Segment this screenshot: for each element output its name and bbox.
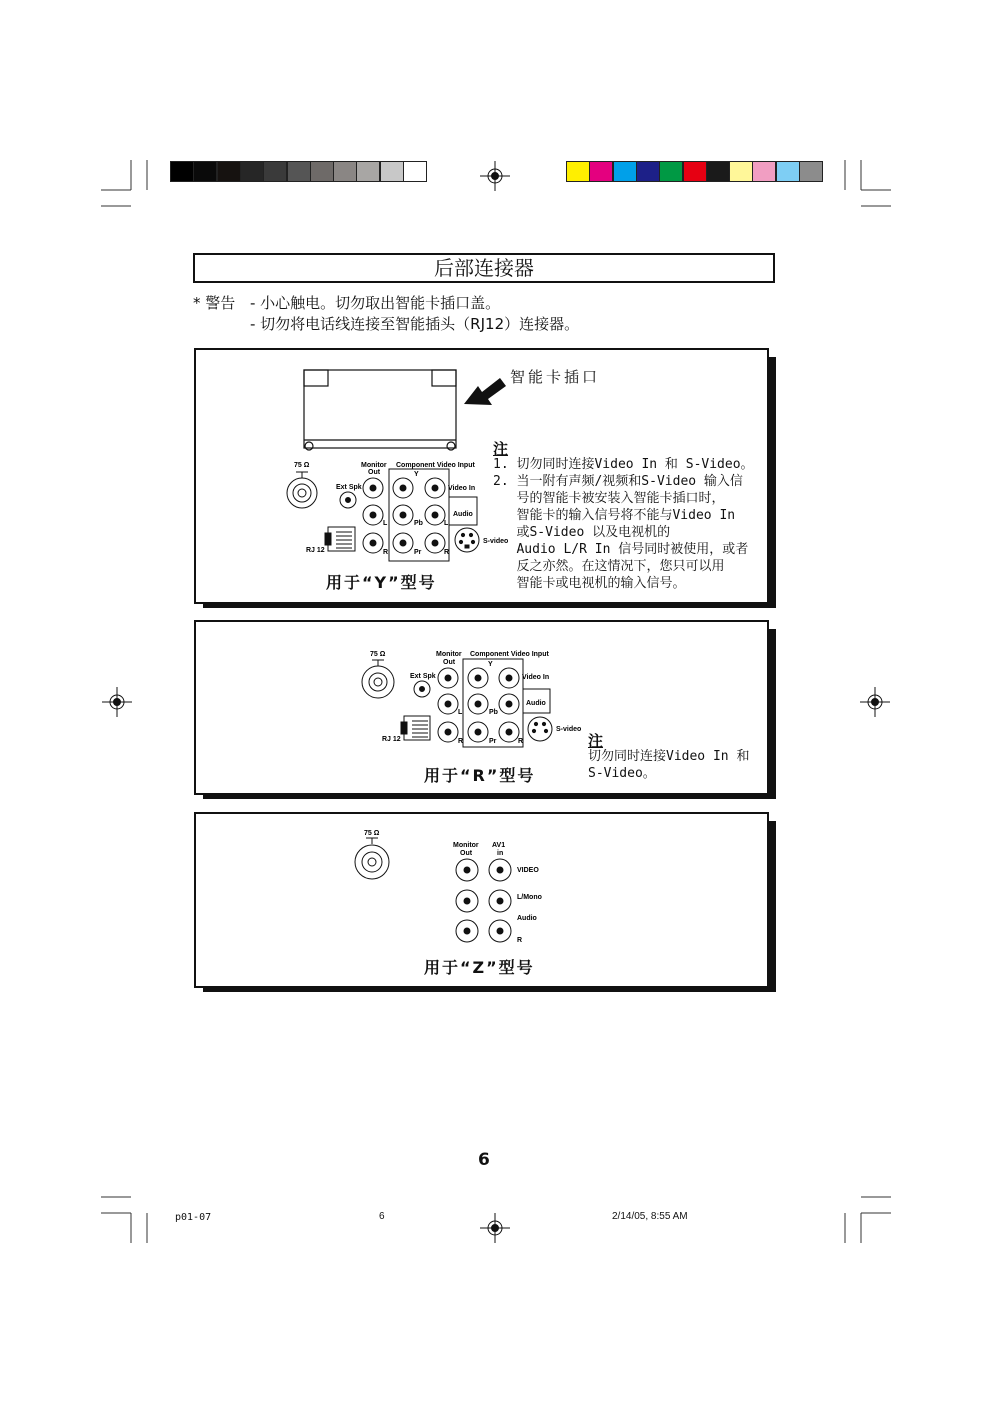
svideo-connector [455, 528, 479, 552]
label-75ohm: 75 Ω [370, 651, 386, 658]
registration-mark-left [102, 687, 132, 717]
footer-file: p01-07 [175, 1212, 212, 1223]
smartcard-slot [304, 370, 456, 450]
label-out: Out [368, 469, 381, 476]
color-swatch [287, 161, 311, 182]
model-label-z: 用于“Z”型号 [424, 958, 535, 977]
note-line: 反之亦然。在这情况下，您只可以用 [493, 559, 725, 574]
color-swatch [193, 161, 217, 182]
label-rj12: RJ 12 [382, 736, 401, 743]
footer-date: 2/14/05, 8:55 AM [612, 1211, 688, 1222]
label-rj12: RJ 12 [306, 547, 325, 554]
model-label-r: 用于“R”型号 [424, 766, 536, 785]
note-line: 1. 切勿同时连接Video In 和 S-Video。 [493, 457, 754, 472]
color-swatch [403, 161, 427, 182]
note-line: Audio L/R In 信号同时被使用，或者 [493, 542, 749, 557]
label-audio: Audio [526, 700, 546, 707]
label-pr: Pr [414, 549, 422, 556]
label-lmono: L/Mono [517, 894, 542, 901]
label-r: R [383, 549, 389, 556]
color-swatch [636, 161, 660, 182]
svideo-connector [528, 717, 552, 741]
color-swatch [706, 161, 730, 182]
label-r2: R [444, 549, 450, 556]
warning-line-1: - 小心触电。切勿取出智能卡插口盖。 [250, 294, 501, 312]
label-video: VIDEO [517, 867, 539, 874]
warning-line-2: - 切勿将电话线连接至智能插头（RJ12）连接器。 [250, 315, 580, 333]
color-swatch [333, 161, 357, 182]
label-y: Y [414, 471, 419, 478]
rca-jacks [456, 859, 511, 942]
panel-r-model [194, 620, 769, 795]
label-component: Component Video Input [396, 462, 475, 469]
label-audio: Audio [453, 511, 473, 518]
color-swatch [263, 161, 287, 182]
label-75ohm: 75 Ω [294, 462, 310, 469]
color-swatch [659, 161, 683, 182]
antenna-75ohm-connector [287, 472, 317, 508]
note-head: 注 [493, 440, 509, 458]
arrow-icon [464, 378, 506, 405]
rj12-connector [401, 716, 430, 740]
ext-spk-jack [414, 681, 430, 697]
color-swatch [589, 161, 613, 182]
page-number: 6 [478, 1150, 490, 1170]
label-component: Component Video Input [470, 651, 549, 658]
color-swatch [170, 161, 194, 182]
label-monitor: Monitor [453, 842, 479, 849]
label-out: Out [443, 659, 456, 666]
registration-mark-right [860, 687, 890, 717]
color-swatch [310, 161, 334, 182]
page-title: 后部连接器 [193, 253, 775, 283]
color-swatch [356, 161, 380, 182]
model-label-y: 用于“Y”型号 [326, 573, 437, 592]
note-line: 或S-Video 以及电视机的 [493, 525, 671, 540]
rca-jacks [438, 668, 519, 742]
note-head: 注 [588, 732, 604, 750]
note-list [493, 456, 765, 592]
color-swatch [752, 161, 776, 182]
rca-jacks [363, 478, 445, 553]
rj12-connector [325, 527, 355, 551]
registration-mark-bottom [480, 1213, 510, 1243]
label-pb: Pb [489, 709, 498, 716]
label-r2: R [518, 738, 524, 745]
ext-spk-jack [340, 492, 356, 508]
label-y: Y [488, 661, 493, 668]
smartcard-label: 智能卡插口 [510, 368, 601, 386]
label-out: Out [460, 850, 473, 857]
label-monitor: Monitor [361, 462, 387, 469]
color-swatch [566, 161, 590, 182]
note-line: 智能卡或电视机的输入信号。 [493, 576, 686, 591]
label-75ohm: 75 Ω [364, 830, 380, 837]
footer-page: 6 [379, 1211, 385, 1222]
label-pr: Pr [489, 738, 497, 745]
color-swatch [613, 161, 637, 182]
color-swatch [799, 161, 823, 182]
label-in: in [497, 850, 504, 857]
note-list [588, 748, 768, 782]
antenna-75ohm-connector [362, 660, 394, 698]
label-av1: AV1 [492, 842, 506, 849]
label-svideo: S-video [483, 538, 509, 545]
note-line: S-Video。 [588, 766, 656, 781]
label-pb: Pb [414, 520, 423, 527]
color-swatch [776, 161, 800, 182]
label-extspk: Ext Spk [410, 673, 436, 680]
note-line: 智能卡的输入信号将不能与Video In [493, 508, 736, 523]
color-swatch [380, 161, 404, 182]
note-line: 2. 当一附有声频/视频和S-Video 输入信 [493, 474, 743, 489]
note-line: 号的智能卡被安装入智能卡插口时， [493, 491, 725, 506]
label-videoin: Video In [522, 674, 550, 681]
label-svideo: S-video [556, 726, 582, 733]
registration-mark-top [480, 161, 510, 191]
antenna-75ohm-connector [355, 838, 389, 879]
label-extspk: Ext Spk [336, 484, 362, 491]
label-l2: L [444, 520, 449, 527]
color-swatch [240, 161, 264, 182]
warning-label: 警告 [205, 294, 236, 312]
label-l: L [458, 709, 463, 716]
warning-star: * [193, 294, 201, 312]
color-swatch [683, 161, 707, 182]
panel-y-model [194, 348, 769, 604]
label-l: L [383, 520, 388, 527]
label-monitor: Monitor [436, 651, 462, 658]
label-r: R [517, 937, 523, 944]
panel-z-model [194, 812, 769, 988]
note-line: 切勿同时连接Video In 和 [588, 749, 750, 764]
color-swatch [729, 161, 753, 182]
label-audio: Audio [517, 915, 537, 922]
color-swatch [217, 161, 241, 182]
warning-block [193, 293, 235, 313]
label-r: R [458, 738, 464, 745]
label-videoin: Video In [448, 485, 476, 492]
